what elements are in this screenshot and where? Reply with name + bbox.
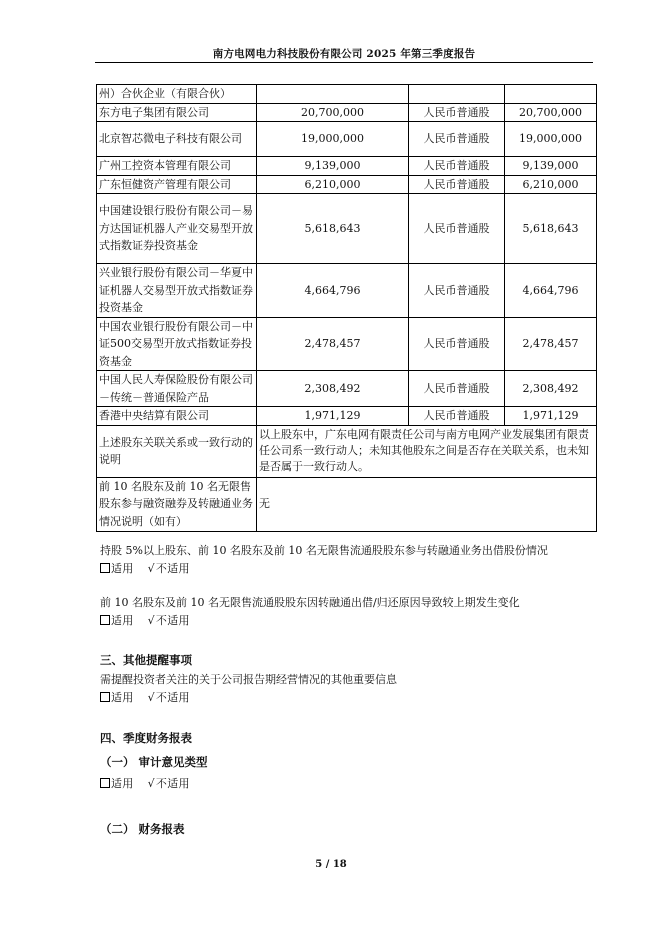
table-row: [97, 122, 597, 157]
margin-row: [97, 477, 597, 531]
table-row: [97, 194, 597, 264]
share-class: 人民币普通股: [409, 122, 505, 157]
share-class: 人民币普通股: [409, 407, 505, 426]
share-class: 人民币普通股: [409, 103, 505, 122]
holder-shares: 5,618,643: [257, 194, 409, 264]
holder-name: 中国农业银行股份有限公司－中证500交易型开放式指数证券投资基金: [97, 317, 257, 371]
share-count: 6,210,000: [505, 175, 597, 194]
checkbox-icon: [100, 563, 110, 573]
section-3-body: [100, 671, 397, 707]
margin-text: 无: [257, 477, 597, 531]
holder-shares: [257, 85, 409, 104]
holder-shares: 1,971,129: [257, 407, 409, 426]
share-class: 人民币普通股: [409, 264, 505, 318]
holder-shares: 19,000,000: [257, 122, 409, 157]
applicable-label: 适用: [111, 691, 134, 704]
section-3-text: 需提醒投资者关注的关于公司报告期经营情况的其他重要信息: [100, 673, 397, 686]
checkbox-icon: [100, 778, 110, 788]
holder-name: 北京智芯微电子科技有限公司: [97, 122, 257, 157]
relation-row: [97, 425, 597, 477]
change-title: 前 10 名股东及前 10 名无限售流通股股东因转融通出借/归还原因导致较上期发生变化: [100, 596, 520, 609]
holder-name: 兴业银行股份有限公司－华夏中证机器人交易型开放式指数证券投资基金: [97, 264, 257, 318]
share-count: [505, 85, 597, 104]
holder-shares: 2,478,457: [257, 317, 409, 371]
share-class: [409, 85, 505, 104]
share-count: 1,971,129: [505, 407, 597, 426]
report-header: 南方电网电力科技股份有限公司 2025 年第三季度报告: [212, 48, 476, 60]
holder-shares: 20,700,000: [257, 103, 409, 122]
share-class: 人民币普通股: [409, 157, 505, 176]
holder-shares: 4,664,796: [257, 264, 409, 318]
holder-name: 中国建设银行股份有限公司－易方达国证机器人产业交易型开放式指数证券投资基金: [97, 194, 257, 264]
change-note: [100, 594, 520, 630]
table-row: [97, 175, 597, 194]
table-row: [97, 371, 597, 407]
header-divider: [95, 62, 593, 63]
applicable-label: 适用: [111, 777, 134, 790]
lending-choice: [100, 560, 548, 578]
not-applicable-label: 不适用: [155, 562, 190, 575]
share-count: 2,308,492: [505, 371, 597, 407]
check-icon: √: [147, 777, 155, 790]
section-3-heading: 三、其他提醒事项: [100, 653, 192, 667]
holder-name: 东方电子集团有限公司: [97, 103, 257, 122]
share-class: 人民币普通股: [409, 194, 505, 264]
share-class: 人民币普通股: [409, 317, 505, 371]
top-holders-table: [96, 84, 597, 532]
not-applicable-label: 不适用: [155, 614, 190, 627]
holder-shares: 9,139,000: [257, 157, 409, 176]
share-count: 20,700,000: [505, 103, 597, 122]
holder-name: 香港中央结算有限公司: [97, 407, 257, 426]
table-row: [97, 264, 597, 318]
relation-text: 以上股东中，广东电网有限责任公司与南方电网产业发展集团有限责任公司系一致行动人；未知其他股东之间是否存在关联关系，也未知是否属于一致行动人。: [257, 425, 597, 477]
holder-name: 广东恒健资产管理有限公司: [97, 175, 257, 194]
table-row: [97, 157, 597, 176]
page-number: 5 / 18: [315, 859, 347, 870]
share-count: 9,139,000: [505, 157, 597, 176]
margin-label: 前 10 名股东及前 10 名无限售股东参与融资融券及转融通业务情况说明（如有）: [97, 477, 257, 531]
audit-opinion-heading: （一） 审计意见类型: [100, 755, 208, 769]
share-class: 人民币普通股: [409, 175, 505, 194]
table-row: [97, 407, 597, 426]
holder-shares: 2,308,492: [257, 371, 409, 407]
financial-statements-heading: （二） 财务报表: [100, 822, 185, 836]
holder-name: 州）合伙企业（有限合伙）: [97, 85, 257, 104]
table-row: [97, 85, 597, 104]
section-3-choice: [100, 689, 397, 707]
check-icon: √: [147, 614, 155, 627]
share-count: 5,618,643: [505, 194, 597, 264]
holder-name: 广州工控资本管理有限公司: [97, 157, 257, 176]
change-choice: [100, 612, 520, 630]
share-count: 19,000,000: [505, 122, 597, 157]
checkbox-icon: [100, 615, 110, 625]
check-icon: √: [147, 562, 155, 575]
applicable-label: 适用: [111, 614, 134, 627]
holder-shares: 6,210,000: [257, 175, 409, 194]
holder-name: 中国人民人寿保险股份有限公司－传统－普通保险产品: [97, 371, 257, 407]
checkbox-icon: [100, 692, 110, 702]
lending-title: 持股 5%以上股东、前 10 名股东及前 10 名无限售流通股股东参与转融通业务出借股份情况: [100, 544, 548, 557]
not-applicable-label: 不适用: [155, 777, 190, 790]
audit-opinion-choice: [100, 775, 190, 793]
share-count: 2,478,457: [505, 317, 597, 371]
section-4-heading: 四、季度财务报表: [100, 731, 192, 745]
share-class: 人民币普通股: [409, 371, 505, 407]
relation-label: 上述股东关联关系或一致行动的说明: [97, 425, 257, 477]
lending-note: [100, 542, 548, 578]
table-row: [97, 317, 597, 371]
table-row: [97, 103, 597, 122]
check-icon: √: [147, 691, 155, 704]
applicable-label: 适用: [111, 562, 134, 575]
share-count: 4,664,796: [505, 264, 597, 318]
not-applicable-label: 不适用: [155, 691, 190, 704]
